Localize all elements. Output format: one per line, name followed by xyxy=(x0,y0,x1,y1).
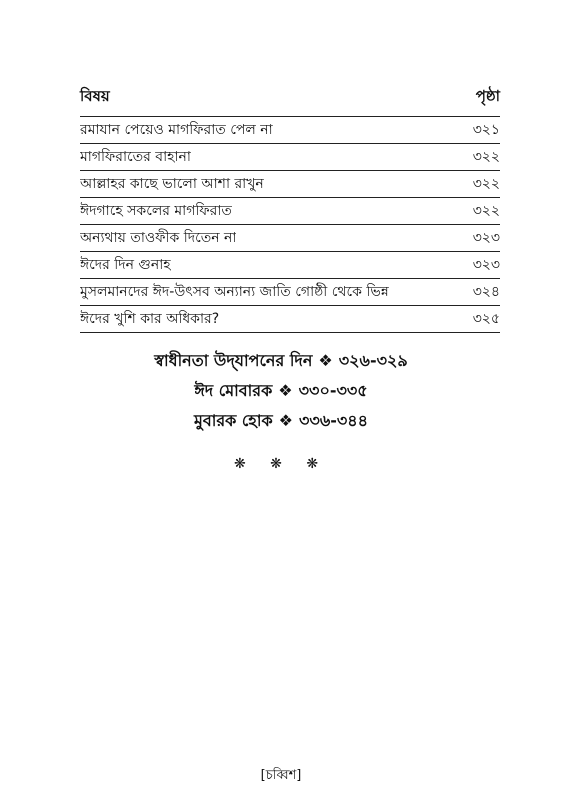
toc-row-title: ঈদের দিন গুনাহ xyxy=(80,257,171,273)
table-of-contents xyxy=(80,86,500,333)
section-pages: ৩২৬-৩২৯ xyxy=(338,351,408,370)
toc-row-title: অন্যথায় তাওফীক দিতেন না xyxy=(80,230,237,246)
diamond-separator-icon: ❖ xyxy=(318,351,333,370)
diamond-separator-icon: ❖ xyxy=(278,381,293,400)
toc-row-page: ৩২১ xyxy=(472,122,500,138)
toc-row-page: ৩২২ xyxy=(472,203,500,219)
section-heading xyxy=(0,376,562,406)
toc-row xyxy=(80,171,500,198)
page-number: [চব্বিশ] xyxy=(260,768,302,783)
toc-row-page: ৩২৩ xyxy=(472,257,500,273)
section-title: স্বাধীনতা উদ্‌যাপনের দিন xyxy=(154,351,313,370)
toc-row-title: আল্লাহর কাছে ভালো আশা রাখুন xyxy=(80,176,264,192)
toc-row-title: ঈদগাহে সকলের মাগফিরাত xyxy=(80,203,232,219)
section-list xyxy=(0,346,562,436)
toc-row-title: মাগফিরাতের বাহানা xyxy=(80,149,191,165)
toc-row-title: রমাযান পেয়েও মাগফিরাত পেল না xyxy=(80,122,273,138)
section-pages: ৩৩৬-৩৪৪ xyxy=(299,411,369,430)
section-title: মুবারক হোক xyxy=(193,411,273,430)
toc-row xyxy=(80,252,500,279)
toc-row-page: ৩২৪ xyxy=(472,284,500,300)
toc-header-subject: বিষয় xyxy=(80,87,110,105)
toc-row xyxy=(80,225,500,252)
toc-header xyxy=(80,86,500,117)
section-title: ঈদ মোবারক xyxy=(194,381,273,400)
toc-row xyxy=(80,306,500,333)
toc-row-title: ঈদের খুশি কার অধিকার? xyxy=(80,311,220,327)
toc-row xyxy=(80,198,500,225)
toc-header-page: পৃষ্ঠা xyxy=(475,87,500,105)
section-heading xyxy=(0,346,562,376)
star-divider-icon: ❋ ❋ ❋ xyxy=(233,456,329,472)
toc-row xyxy=(80,279,500,306)
toc-row-title: মুসলমানদের ঈদ-উৎসব অন্যান্য জাতি গোষ্ঠী থেকে ভিন্ন xyxy=(80,284,389,300)
toc-row-page: ৩২২ xyxy=(472,176,500,192)
toc-row-page: ৩২৫ xyxy=(472,311,500,327)
section-heading xyxy=(0,406,562,436)
toc-row xyxy=(80,117,500,144)
toc-row-page: ৩২৩ xyxy=(472,230,500,246)
diamond-separator-icon: ❖ xyxy=(278,411,294,430)
section-pages: ৩৩০-৩৩৫ xyxy=(298,381,368,400)
toc-row-page: ৩২২ xyxy=(472,149,500,165)
toc-row xyxy=(80,144,500,171)
